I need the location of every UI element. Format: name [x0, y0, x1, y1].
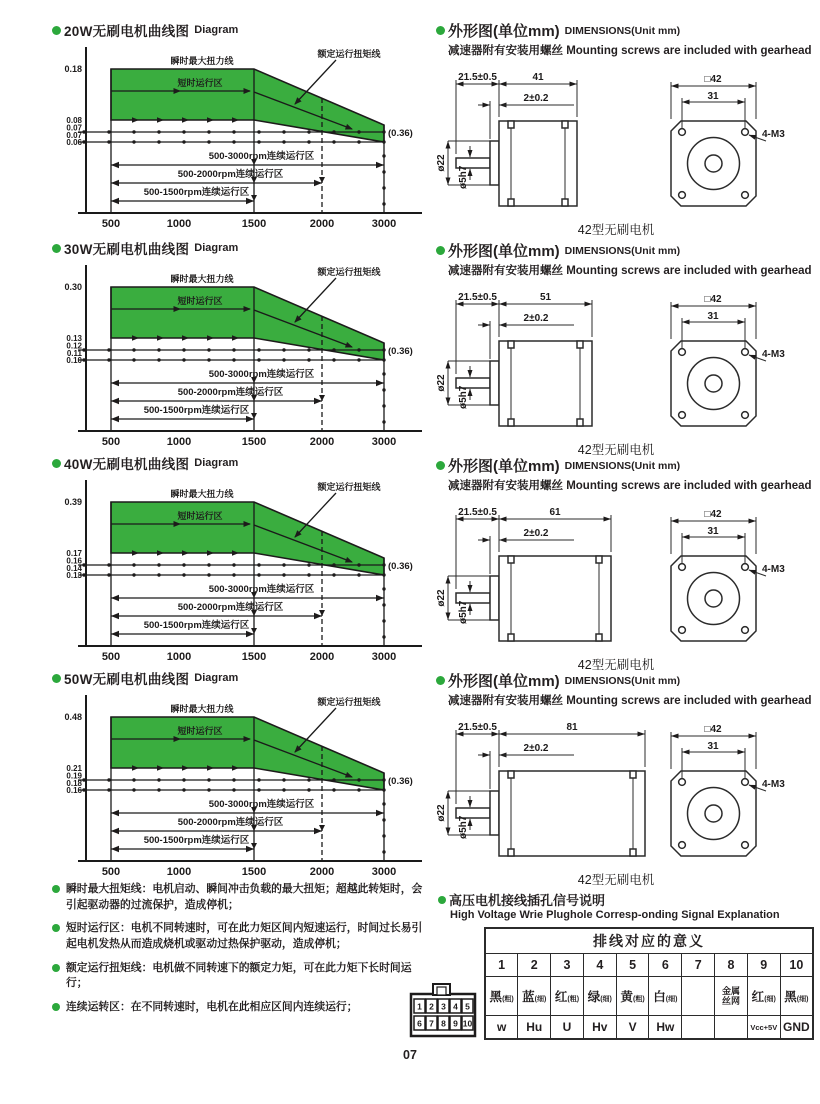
mounting-hole — [742, 627, 749, 634]
notes-list — [52, 882, 430, 1015]
motor-flange — [490, 141, 499, 185]
rated-torque-label: 额定运行扭矩线 — [317, 697, 381, 707]
mounting-hole — [679, 129, 686, 136]
dim-title-zh: 外形图(单位mm) — [448, 243, 560, 260]
bullet-icon — [52, 924, 60, 932]
svg-text:3: 3 — [441, 1001, 446, 1012]
chart-title-zh: 40W无刷电机曲线图 — [64, 457, 190, 472]
torque-chart-20w — [52, 41, 426, 233]
zone-label: 500-2000rpm连续运行区 — [177, 602, 284, 613]
y-tick: 0.39 — [64, 497, 82, 507]
pin-number: 3 — [551, 954, 584, 977]
x-tick: 2000 — [309, 866, 335, 878]
dim-sub-zh: 减速器附有安装用螺丝 — [448, 480, 563, 492]
dim-shaft-diameter: ø5h7 — [458, 815, 469, 839]
wire-color — [682, 977, 715, 1016]
motor-flange — [490, 361, 499, 405]
dim-title-en: DIMENSIONS(Unit mm) — [564, 244, 681, 257]
torque-chart-30w — [52, 259, 426, 451]
motor-body — [499, 771, 645, 856]
bullet-icon — [52, 885, 60, 893]
right-annotation: (0.36) — [388, 561, 413, 572]
zone-label: 500-3000rpm连续运行区 — [208, 369, 315, 380]
signal-name: Hu — [518, 1016, 551, 1040]
pin-number: 7 — [682, 954, 715, 977]
mounting-hole — [742, 349, 749, 356]
torque-chart-50w — [52, 689, 426, 881]
short-time-label: 短时运行区 — [177, 726, 223, 736]
svg-text:2: 2 — [429, 1001, 434, 1012]
notes-section — [52, 882, 430, 1023]
wire-color: 黑(粗) — [485, 977, 518, 1016]
signal-table — [485, 928, 813, 1039]
dim-screws: 4-M3 — [762, 349, 785, 360]
y-tick: 0.18 — [64, 64, 82, 74]
signal-heading — [438, 890, 818, 921]
dim-title-en: DIMENSIONS(Unit mm) — [564, 674, 681, 687]
dim-pilot-diameter: ø22 — [436, 589, 447, 607]
max-torque-label: 瞬时最大扭力线 — [170, 56, 234, 66]
y-tick: 0.14 — [66, 563, 82, 573]
x-tick: 500 — [101, 651, 121, 663]
chart-title-en: Diagram — [194, 672, 239, 684]
dim-hole-span: 31 — [707, 311, 719, 322]
note-text: 连续运转区：在不同转速时，电机在此相应区间内连续运行； — [66, 1000, 358, 1013]
zone-label: 500-1500rpm连续运行区 — [143, 620, 250, 631]
dim-flange: 2±0.2 — [523, 528, 549, 539]
x-tick: 2000 — [309, 651, 335, 663]
x-tick: 1500 — [241, 651, 267, 663]
signal-name: Vcc+5V — [747, 1016, 780, 1040]
signal-heading-en: High Voltage Wrie Plughole Corresp-onding Signal Explanation — [450, 909, 780, 921]
motor-body — [499, 341, 592, 426]
dim-title-en: DIMENSIONS(Unit mm) — [564, 459, 681, 472]
wire-color: 红(细) — [747, 977, 780, 1016]
note-text: 短时运行区：电机不同转速时，可在此力矩区间内短速运行，时间过长易引起电机发热从而造成烧机或驱动过热保护驱动，造成停机； — [66, 922, 423, 950]
dim-square: □42 — [704, 724, 722, 735]
dimension-drawing-41 — [436, 58, 818, 240]
x-tick: 1500 — [241, 218, 267, 230]
dim-hole-span: 31 — [707, 741, 719, 752]
dim-pilot-diameter: ø22 — [436, 804, 447, 822]
bullet-icon — [52, 26, 61, 35]
bullet-icon — [436, 461, 445, 470]
pin-number: 10 — [780, 954, 813, 977]
dimension-section-3 — [436, 455, 818, 675]
max-torque-label: 瞬时最大扭力线 — [170, 704, 234, 714]
chart-title — [52, 668, 426, 688]
mounting-hole — [679, 564, 686, 571]
note-item — [52, 961, 430, 992]
y-tick: 0.16 — [66, 786, 82, 796]
dimension-subtitle — [448, 42, 818, 58]
wire-color: 红(粗) — [551, 977, 584, 1016]
y-tick: 0.30 — [64, 282, 82, 292]
zone-label: 500-3000rpm连续运行区 — [208, 584, 315, 595]
y-tick: 0.18 — [66, 778, 82, 788]
bullet-icon — [52, 674, 61, 683]
dim-flange: 2±0.2 — [523, 313, 549, 324]
wire-color: 绿(细) — [583, 977, 616, 1016]
y-tick: 0.13 — [66, 334, 82, 343]
signal-name: U — [551, 1016, 584, 1040]
dim-body-length: 51 — [539, 292, 552, 303]
y-tick: 0.06 — [66, 138, 82, 148]
x-tick: 1500 — [241, 436, 267, 448]
chart-section-30w — [52, 238, 426, 451]
x-tick: 1500 — [241, 866, 267, 878]
x-tick: 2000 — [309, 436, 335, 448]
y-tick: 0.48 — [64, 712, 82, 722]
dim-shaft-diameter: ø5h7 — [458, 600, 469, 624]
x-tick: 3000 — [371, 218, 397, 230]
pin-number: 6 — [649, 954, 682, 977]
svg-text:9: 9 — [453, 1018, 458, 1029]
motor-body — [499, 556, 611, 641]
signal-heading-zh: 高压电机接线插孔信号说明 — [449, 893, 606, 908]
mounting-hole — [679, 192, 686, 199]
zone-label: 500-1500rpm连续运行区 — [143, 835, 250, 846]
signal-section — [408, 890, 818, 1040]
zone-label: 500-1500rpm连续运行区 — [143, 405, 250, 416]
dim-title-zh: 外形图(单位mm) — [448, 458, 560, 475]
bullet-icon — [52, 459, 61, 468]
chart-title — [52, 453, 426, 473]
right-annotation: (0.36) — [388, 776, 413, 787]
motor-flange — [490, 576, 499, 620]
note-item — [52, 1000, 430, 1016]
y-tick: 0.21 — [66, 764, 82, 773]
y-tick: 0.07 — [66, 130, 82, 140]
max-torque-label: 瞬时最大扭力线 — [170, 489, 234, 499]
chart-title-zh: 20W无刷电机曲线图 — [64, 24, 190, 39]
svg-text:1: 1 — [417, 1001, 422, 1012]
signal-name: Hv — [583, 1016, 616, 1040]
wire-color: 蓝(细) — [518, 977, 551, 1016]
dimension-subtitle — [448, 477, 818, 493]
mounting-hole — [679, 412, 686, 419]
signal-name: w — [485, 1016, 518, 1040]
dim-flange: 2±0.2 — [523, 93, 549, 104]
dim-shaft-diameter: ø5h7 — [458, 165, 469, 189]
mounting-hole — [679, 779, 686, 786]
chart-title-zh: 30W无刷电机曲线图 — [64, 242, 190, 257]
drawing-caption: 42型无刷电机 — [577, 873, 655, 887]
right-annotation: (0.36) — [388, 128, 413, 139]
svg-text:7: 7 — [429, 1018, 434, 1029]
signal-name — [715, 1016, 748, 1040]
dimension-drawing-81 — [436, 708, 818, 890]
x-tick: 3000 — [371, 651, 397, 663]
dim-shaft-length: 21.5±0.5 — [458, 72, 497, 83]
dimension-subtitle — [448, 692, 818, 708]
note-item — [52, 921, 430, 952]
pin-number: 2 — [518, 954, 551, 977]
dim-square: □42 — [704, 74, 722, 85]
dim-body-length: 81 — [566, 722, 578, 733]
chart-title-en: Diagram — [194, 457, 239, 469]
right-annotation: (0.36) — [388, 346, 413, 357]
chart-section-40w — [52, 453, 426, 666]
x-tick: 500 — [101, 866, 121, 878]
mounting-hole — [679, 627, 686, 634]
bullet-icon — [438, 896, 446, 904]
x-tick: 1000 — [166, 218, 192, 230]
x-tick: 1000 — [166, 651, 192, 663]
signal-name: GND — [780, 1016, 813, 1040]
dim-sub-zh: 减速器附有安装用螺丝 — [448, 695, 563, 707]
short-time-label: 短时运行区 — [177, 296, 223, 306]
dim-pilot-diameter: ø22 — [436, 154, 447, 172]
zone-label: 500-2000rpm连续运行区 — [177, 387, 284, 398]
dimension-subtitle — [448, 262, 818, 278]
dim-title-zh: 外形图(单位mm) — [448, 673, 560, 690]
x-tick: 1000 — [166, 866, 192, 878]
bullet-icon — [436, 246, 445, 255]
dim-shaft-length: 21.5±0.5 — [458, 507, 497, 518]
chart-title-en: Diagram — [194, 242, 239, 254]
zone-label: 500-2000rpm连续运行区 — [177, 817, 284, 828]
y-tick: 0.11 — [66, 348, 82, 358]
dim-pilot-diameter: ø22 — [436, 374, 447, 392]
y-tick: 0.12 — [66, 341, 82, 351]
dim-screws: 4-M3 — [762, 779, 785, 790]
dimension-heading — [436, 670, 818, 691]
svg-text:8: 8 — [441, 1018, 446, 1029]
drawing-caption: 42型无刷电机 — [577, 658, 655, 672]
dim-square: □42 — [704, 509, 722, 520]
x-tick: 3000 — [371, 866, 397, 878]
mounting-hole — [742, 192, 749, 199]
dimension-section-2 — [436, 240, 818, 460]
dim-sub-en: Mounting screws are included with gearhead — [566, 695, 812, 707]
signal-name: V — [616, 1016, 649, 1040]
bullet-icon — [52, 244, 61, 253]
short-time-label: 短时运行区 — [177, 511, 223, 521]
mounting-hole — [742, 564, 749, 571]
pin-number: 5 — [616, 954, 649, 977]
svg-text:5: 5 — [465, 1001, 470, 1012]
motor-flange — [490, 791, 499, 835]
short-time-label: 短时运行区 — [177, 78, 223, 88]
dim-title-en: DIMENSIONS(Unit mm) — [564, 24, 681, 37]
zone-label: 500-1500rpm连续运行区 — [143, 187, 250, 198]
svg-text:10: 10 — [462, 1018, 473, 1029]
torque-band — [111, 69, 384, 142]
y-tick: 0.13 — [66, 571, 82, 581]
dim-sub-en: Mounting screws are included with gearhead — [566, 265, 812, 277]
dimension-heading — [436, 455, 818, 476]
chart-title — [52, 238, 426, 258]
y-tick: 0.16 — [66, 556, 82, 566]
page-number: 07 — [403, 1048, 417, 1062]
wire-color: 黑(细) — [780, 977, 813, 1016]
mounting-hole — [742, 842, 749, 849]
wire-color: 白(细) — [649, 977, 682, 1016]
torque-band — [111, 717, 384, 790]
drawing-caption: 42型无刷电机 — [577, 443, 655, 457]
dim-sub-en: Mounting screws are included with gearhead — [566, 45, 812, 57]
chart-section-20w — [52, 20, 426, 233]
y-tick: 0.07 — [66, 123, 82, 133]
mounting-hole — [742, 129, 749, 136]
x-tick: 500 — [101, 436, 121, 448]
note-text: 瞬时最大扭矩线：电机启动、瞬间冲击负载的最大扭矩；超越此转矩时，会引起驱动器的过流保护，造成停机； — [66, 883, 423, 911]
max-torque-label: 瞬时最大扭力线 — [170, 274, 234, 284]
svg-text:6: 6 — [417, 1018, 422, 1029]
signal-heading-zh-row — [438, 890, 818, 909]
dim-title-zh: 外形图(单位mm) — [448, 23, 560, 40]
torque-chart-40w — [52, 474, 426, 666]
dim-screws: 4-M3 — [762, 564, 785, 575]
dim-square: □42 — [704, 294, 722, 305]
rated-torque-label: 额定运行扭矩线 — [317, 267, 381, 277]
signal-table-row — [408, 927, 818, 1040]
signal-table-el — [484, 927, 814, 1040]
connector-diagram — [408, 978, 478, 1040]
x-tick: 1000 — [166, 436, 192, 448]
bullet-icon — [52, 964, 60, 972]
dim-hole-span: 31 — [707, 91, 719, 102]
note-item — [52, 882, 430, 913]
dim-body-length: 61 — [549, 507, 561, 518]
pin-number: 8 — [715, 954, 748, 977]
x-tick: 500 — [101, 218, 121, 230]
y-tick: 0.17 — [66, 549, 82, 558]
table-title: 排线对应的意义 — [485, 928, 813, 954]
dimension-drawing-51 — [436, 278, 818, 460]
mounting-hole — [742, 779, 749, 786]
torque-band — [111, 287, 384, 360]
dim-sub-en: Mounting screws are included with gearhead — [566, 480, 812, 492]
rated-torque-label: 额定运行扭矩线 — [317, 49, 381, 59]
x-tick: 2000 — [309, 218, 335, 230]
pin-number: 1 — [485, 954, 518, 977]
dimension-heading — [436, 240, 818, 261]
bullet-icon — [436, 676, 445, 685]
chart-section-50w — [52, 668, 426, 881]
torque-band — [111, 502, 384, 575]
bullet-icon — [52, 1003, 60, 1011]
dim-sub-zh: 减速器附有安装用螺丝 — [448, 265, 563, 277]
dim-flange: 2±0.2 — [523, 743, 549, 754]
y-tick: 0.08 — [66, 116, 82, 125]
wire-color: 黄(粗) — [616, 977, 649, 1016]
pin-number: 9 — [747, 954, 780, 977]
rated-torque-label: 额定运行扭矩线 — [317, 482, 381, 492]
dim-shaft-length: 21.5±0.5 — [458, 292, 497, 303]
signal-name — [682, 1016, 715, 1040]
zone-label: 500-2000rpm连续运行区 — [177, 169, 284, 180]
dimension-drawing-61 — [436, 493, 818, 675]
mounting-hole — [679, 842, 686, 849]
signal-name: Hw — [649, 1016, 682, 1040]
dim-shaft-length: 21.5±0.5 — [458, 722, 497, 733]
chart-title-zh: 50W无刷电机曲线图 — [64, 672, 190, 687]
dim-screws: 4-M3 — [762, 129, 785, 140]
wire-color: 金属 丝网 — [715, 977, 748, 1016]
dimension-heading — [436, 20, 818, 41]
zone-label: 500-3000rpm连续运行区 — [208, 799, 315, 810]
drawing-caption: 42型无刷电机 — [577, 223, 655, 237]
note-text: 额定运行扭矩线：电机做不同转速下的额定力矩，可在此力矩下长时间运行； — [66, 961, 412, 990]
dim-hole-span: 31 — [707, 526, 719, 537]
svg-text:4: 4 — [453, 1001, 458, 1012]
y-tick: 0.10 — [66, 356, 82, 366]
chart-title-en: Diagram — [194, 24, 239, 36]
mounting-hole — [679, 349, 686, 356]
bullet-icon — [436, 26, 445, 35]
chart-title — [52, 20, 426, 40]
y-tick: 0.19 — [66, 771, 82, 781]
zone-label: 500-3000rpm连续运行区 — [208, 151, 315, 162]
dimension-section-4 — [436, 670, 818, 890]
dim-body-length: 41 — [532, 72, 544, 83]
mounting-hole — [742, 412, 749, 419]
pin-number: 4 — [583, 954, 616, 977]
dim-sub-zh: 减速器附有安装用螺丝 — [448, 45, 563, 57]
x-tick: 3000 — [371, 436, 397, 448]
dimension-section-1 — [436, 20, 818, 240]
dim-shaft-diameter: ø5h7 — [458, 385, 469, 409]
